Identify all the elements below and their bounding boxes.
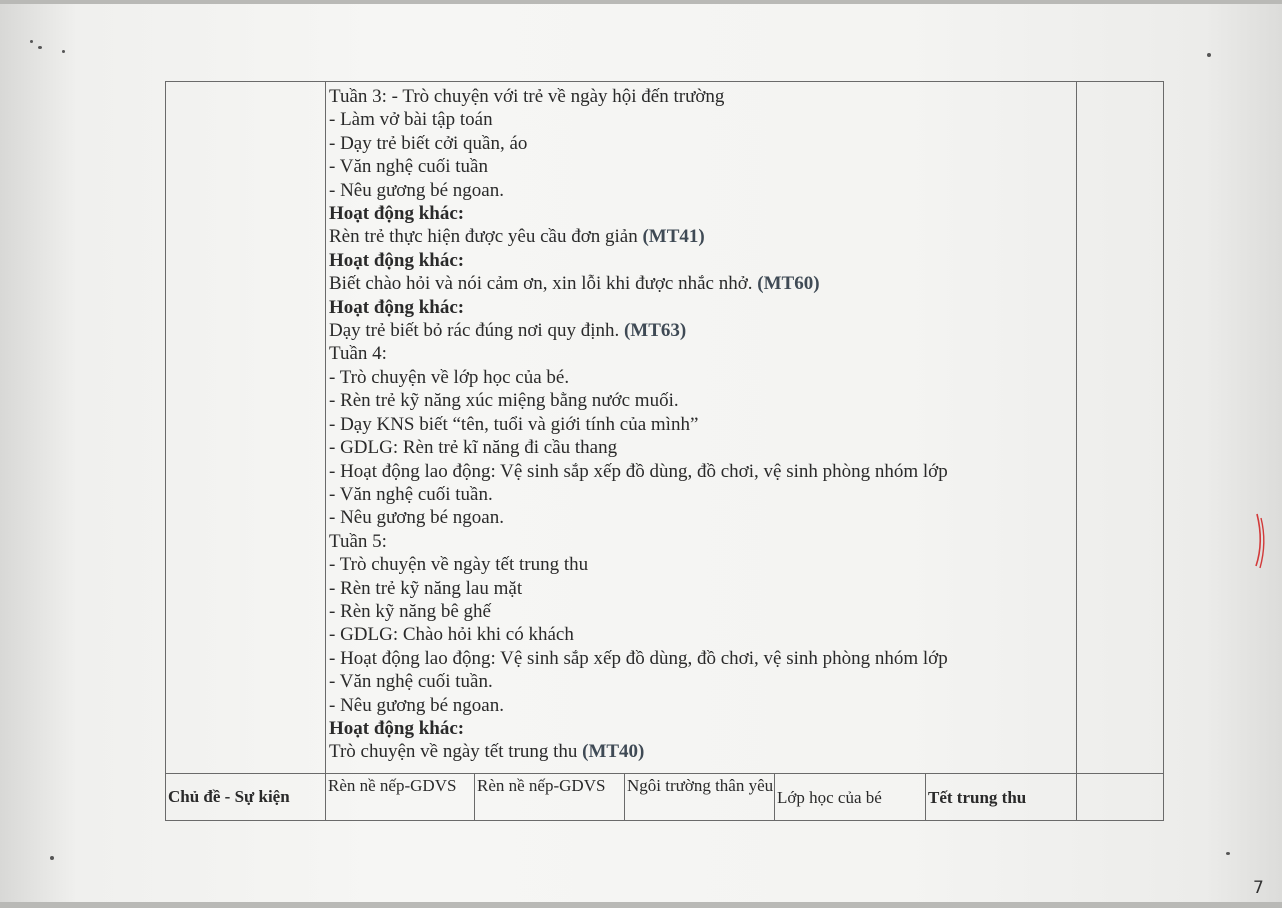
activity-line: [329, 108, 1076, 131]
empty-right-cell: [1077, 82, 1164, 774]
line-text: - Dạy trẻ biết cởi quần, áo: [329, 132, 528, 154]
line-text: - Hoạt động lao động: Vệ sinh sắp xếp đồ dùng, đồ chơi, vệ sinh phòng nhóm lớp: [329, 647, 948, 669]
line-text: - Dạy KNS biết “tên, tuổi và giới tính của mình”: [329, 413, 699, 435]
line-text: Rèn trẻ thực hiện được yêu cầu đơn giản: [329, 226, 638, 248]
line-text: Tuần 4:: [329, 343, 387, 365]
activity-line: [329, 225, 1076, 248]
activity-line: [329, 342, 1076, 365]
line-text: - Rèn trẻ kỹ năng xúc miệng bằng nước muối.: [329, 390, 679, 412]
activity-line: [329, 647, 1076, 670]
plan-table: [165, 81, 1164, 821]
dust-speck: [50, 856, 54, 860]
activity-line: [329, 155, 1076, 178]
line-text: Hoạt động khác:: [329, 717, 465, 739]
section-heading: [329, 717, 1076, 740]
activity-line: [329, 85, 1076, 108]
theme-event-label: Chủ đề - Sự kiện: [166, 774, 326, 821]
line-text: Biết chào hỏi và nói cảm ơn, xin lỗi khi được nhắc nhở.: [329, 273, 753, 295]
line-text: Tuần 5:: [329, 530, 387, 552]
line-text: - Nêu gương bé ngoan.: [329, 507, 504, 529]
line-text: - GDLG: Chào hỏi khi có khách: [329, 624, 574, 646]
line-text: - Hoạt động lao động: Vệ sinh sắp xếp đồ dùng, đồ chơi, vệ sinh phòng nhóm lớp: [329, 460, 948, 482]
line-text: Dạy trẻ biết bỏ rác đúng nơi quy định.: [329, 320, 620, 342]
red-ink-mark: [1252, 510, 1268, 570]
dust-speck: [1207, 53, 1211, 57]
event-cell-1: Rèn nề nếp-GDVS: [326, 774, 475, 821]
activity-line: [329, 670, 1076, 693]
line-text: - Văn nghệ cuối tuần: [329, 156, 488, 178]
activity-line: [329, 272, 1076, 295]
activity-line: [329, 623, 1076, 646]
line-text: - Rèn kỹ năng bê ghế: [329, 600, 491, 622]
activity-line: [329, 577, 1076, 600]
goal-code: (MT60): [757, 273, 820, 295]
line-text: Hoạt động khác:: [329, 249, 465, 271]
line-text: - Trò chuyện về lớp học của bé.: [329, 366, 570, 388]
dust-speck: [62, 50, 65, 53]
line-text: Tuần 3: - Trò chuyện với trẻ về ngày hội đến trường: [329, 86, 725, 107]
content-row: [166, 82, 1164, 774]
activity-line: [329, 483, 1076, 506]
event-cell-2: Rèn nề nếp-GDVS: [475, 774, 625, 821]
activity-line: [329, 740, 1076, 763]
empty-footer-cell: [1077, 774, 1164, 821]
section-heading: [329, 249, 1076, 272]
line-text: - Nêu gương bé ngoan.: [329, 694, 504, 716]
line-text: - Văn nghệ cuối tuần.: [329, 483, 493, 505]
activity-line: [329, 553, 1076, 576]
activity-line: [329, 132, 1076, 155]
plan-table-wrapper: [165, 81, 1164, 821]
activity-line: [329, 319, 1076, 342]
section-heading: [329, 202, 1076, 225]
line-text: - Làm vở bài tập toán: [329, 109, 493, 131]
activity-line: [329, 694, 1076, 717]
line-text: - Văn nghệ cuối tuần.: [329, 671, 493, 693]
activity-line: [329, 413, 1076, 436]
activity-line: [329, 460, 1076, 483]
line-text: - GDLG: Rèn trẻ kĩ năng đi cầu thang: [329, 437, 618, 459]
activity-lines: [329, 85, 1076, 764]
activity-line: [329, 600, 1076, 623]
event-cell-4: Lớp học của bé: [775, 774, 926, 821]
activity-line: [329, 179, 1076, 202]
activity-line: [329, 506, 1076, 529]
goal-code: (MT41): [642, 226, 705, 248]
line-text: Hoạt động khác:: [329, 203, 465, 225]
section-heading: [329, 296, 1076, 319]
line-text: - Nêu gương bé ngoan.: [329, 179, 504, 201]
footer-row: [166, 774, 1164, 821]
dust-speck: [38, 46, 42, 49]
dust-speck: [30, 40, 33, 43]
activity-line: [329, 389, 1076, 412]
empty-left-cell: [166, 82, 326, 774]
page-number: 7: [1253, 878, 1264, 898]
event-cell-5: Tết trung thu: [926, 774, 1077, 821]
activity-line: [329, 366, 1076, 389]
event-cell-3: Ngôi trường thân yêu: [625, 774, 775, 821]
line-text: Trò chuyện về ngày tết trung thu: [329, 741, 578, 763]
dust-speck: [1226, 852, 1230, 855]
line-text: Hoạt động khác:: [329, 296, 465, 318]
activity-line: [329, 530, 1076, 553]
activities-cell: [326, 82, 1077, 774]
line-text: - Trò chuyện về ngày tết trung thu: [329, 554, 589, 576]
goal-code: (MT40): [582, 741, 645, 763]
line-text: - Rèn trẻ kỹ năng lau mặt: [329, 577, 523, 599]
activity-line: [329, 436, 1076, 459]
goal-code: (MT63): [623, 320, 687, 342]
